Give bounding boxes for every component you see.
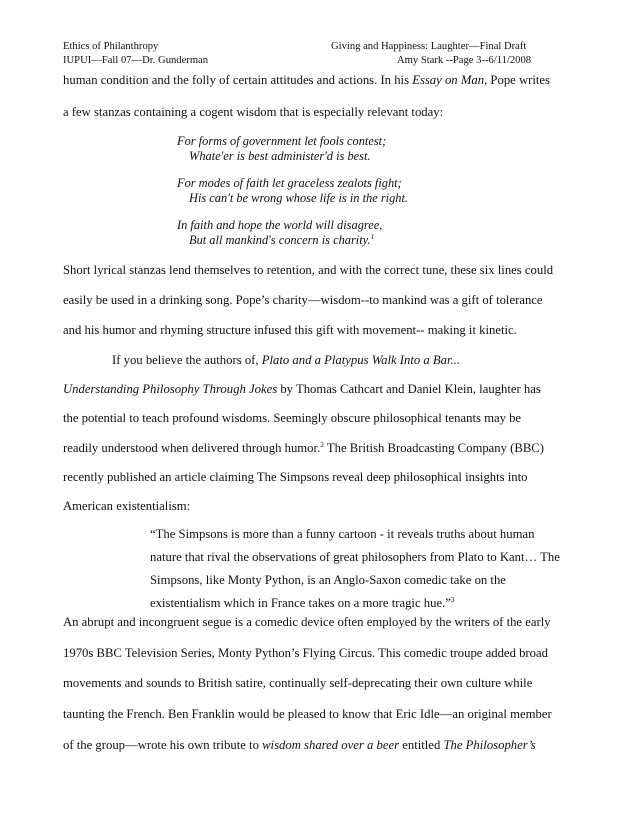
body-line	[63, 381, 541, 397]
header-paper-title: Giving and Happiness: Laughter—Final Draft	[331, 41, 527, 52]
work-title-italic: Essay on Man	[412, 73, 485, 87]
body-line: An abrupt and incongruent segue is a comedic device often employed by the writers of the early	[63, 615, 551, 629]
poem-line: For forms of government let fools contest;	[177, 134, 387, 148]
poem-line: In faith and hope the world will disagree,	[177, 218, 383, 232]
poem-line: For modes of faith let graceless zealots fight;	[177, 176, 402, 190]
text-run: of the group—wrote his own tribute to	[63, 738, 263, 752]
body-line: 1970s BBC Television Series, Monty Python’s Flying Circus. This comedic troupe added broad	[63, 646, 548, 660]
body-line: and his humor and rhyming structure infused this gift with movement-- making it kinetic.	[63, 323, 517, 337]
poem-line: Whate'er is best administer'd is best.	[189, 149, 371, 163]
body-line: Short lyrical stanzas lend themselves to retention, and with the correct tune, these six lines could	[63, 263, 554, 277]
text-run: If you believe the authors of,	[112, 353, 262, 367]
body-line	[63, 72, 550, 88]
body-line: recently published an article claiming The Simpsons reveal deep philosophical insights into	[63, 470, 528, 484]
footnote-marker: 2	[320, 440, 324, 449]
text-run: human condition and the folly of certain attitudes and actions. In his	[63, 73, 413, 87]
song-title-italic: The Philosopher’s	[443, 738, 536, 752]
footnote-marker: 3	[450, 595, 455, 604]
body-line	[112, 352, 460, 368]
text-run: , Pope writes	[484, 73, 550, 87]
book-title-italic: Understanding Philosophy Through Jokes	[63, 382, 278, 396]
quote-line: Simpsons, like Monty Python, is an Anglo-Saxon comedic take on the	[150, 573, 506, 587]
poem-line	[189, 232, 374, 248]
quote-line: nature that rival the observations of great philosophers from Plato to Kant… The	[150, 550, 560, 564]
body-line: a few stanzas containing a cogent wisdom that is especially relevant today:	[63, 105, 444, 119]
phrase-italic: wisdom shared over a beer	[262, 738, 400, 752]
body-line: American existentialism:	[63, 499, 191, 513]
poem-line: His can't be wrong whose life is in the right.	[189, 191, 409, 205]
body-line: taunting the French. Ben Franklin would be pleased to know that Eric Idle—an original member	[63, 707, 552, 721]
body-line: movements and sounds to British satire, continually self-deprecating their own culture while	[63, 676, 533, 690]
body-line: easily be used in a drinking song. Pope’s charity—wisdom--to mankind was a gift of tolerance	[63, 293, 543, 307]
body-line	[63, 737, 536, 753]
header-author-page: Amy Stark --Page 3--6/11/2008	[397, 55, 532, 66]
quote-line: “The Simpsons is more than a funny cartoon - it reveals truths about human	[150, 527, 535, 541]
text-run: by Thomas Cathcart and Daniel Klein, laughter has	[277, 382, 541, 396]
body-line: the potential to teach profound wisdoms. Seemingly obscure philosophical tenants may be	[63, 411, 522, 425]
text-run: existentialism which in France takes on a more tragic hue.”	[150, 596, 451, 610]
text-run: readily understood when delivered through humor.	[63, 441, 321, 455]
footnote-marker: 1	[370, 232, 375, 241]
text-run: entitled	[399, 738, 444, 752]
quote-line	[150, 595, 455, 611]
text-run: But all mankind's concern is charity.	[189, 233, 371, 247]
book-title-italic: Plato and a Platypus Walk Into a Bar...	[261, 353, 461, 367]
text-run: The British Broadcasting Company (BBC)	[323, 441, 544, 455]
header-course-info: IUPUI—Fall 07—Dr. Gunderman	[63, 55, 209, 66]
body-line	[63, 440, 544, 456]
header-course-title: Ethics of Philanthropy	[63, 41, 159, 52]
